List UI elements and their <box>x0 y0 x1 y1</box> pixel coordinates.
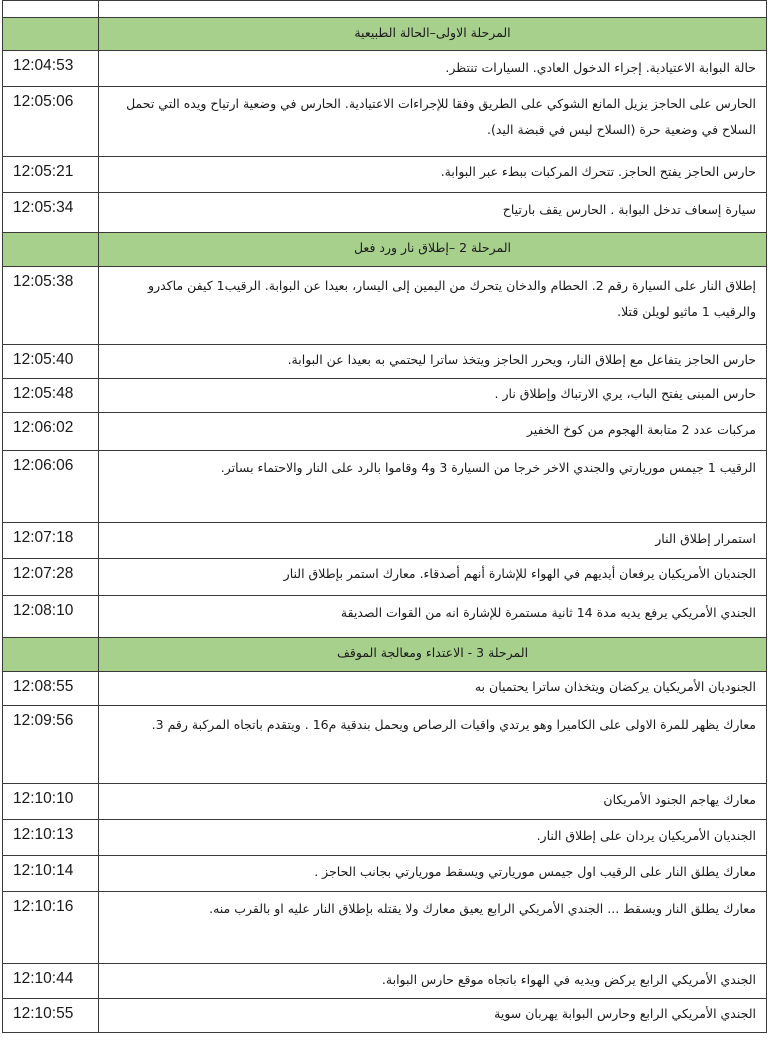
timestamp: 12:10:13 <box>3 820 99 856</box>
timestamp: 12:07:28 <box>3 559 99 596</box>
table-row <box>3 87 767 157</box>
event-description: الجنديان الأمريكيان يرفعان أيديهم في الهواء للإشارة أنهم أصدقاء. معارك استمر بإطلاق النار <box>99 559 767 596</box>
event-description: معارك يطلق النار على الرقيب اول جيمس موريارتي ويسقط موريارتي بجانب الحاجز . <box>99 856 767 892</box>
table-row <box>3 892 767 964</box>
table-row <box>3 51 767 87</box>
event-description: حالة البوابة الاعتيادية. إجراء الدخول العادي. السيارات تنتظر. <box>99 51 767 87</box>
timestamp: 12:05:40 <box>3 345 99 379</box>
timestamp: 12:06:06 <box>3 451 99 523</box>
timestamp: 12:06:02 <box>3 413 99 451</box>
timestamp: 12:05:34 <box>3 193 99 233</box>
timestamp: 12:05:48 <box>3 379 99 413</box>
timestamp: 12:04:53 <box>3 51 99 87</box>
timeline-table <box>2 0 767 1033</box>
event-description: الجنوديان الأمريكيان يركضان ويتخذان ساترا يحتميان به <box>99 672 767 706</box>
table-row <box>3 559 767 596</box>
timestamp: 12:08:55 <box>3 672 99 706</box>
event-description: الجندي الأمريكي الرابع وحارس البوابة يهربان سوية <box>99 999 767 1033</box>
phase-time-cell <box>3 638 99 672</box>
event-description: معارك يظهر للمرة الاولى على الكاميرا وهو يرتدي واقيات الرصاص ويحمل بندقية م16 . ويتقدم باتجاه المركبة رقم 3. <box>99 706 767 784</box>
event-description: الجندي الأمريكي الرابع يركض ويديه في الهواء باتجاه موقع حارس البوابة. <box>99 964 767 999</box>
table-row <box>3 856 767 892</box>
phase-header-row <box>3 233 767 267</box>
timestamp: 12:10:55 <box>3 999 99 1033</box>
table-row <box>3 672 767 706</box>
table-row <box>3 964 767 999</box>
table-row <box>3 706 767 784</box>
timestamp: 12:10:44 <box>3 964 99 999</box>
phase-title: المرحلة 2 –إطلاق نار ورد فعل <box>99 233 767 267</box>
table-row <box>3 267 767 345</box>
table-row <box>3 379 767 413</box>
table-row <box>3 999 767 1033</box>
phase-title: المرحلة الاولى–الحالة الطبيعية <box>99 18 767 51</box>
table-row <box>3 157 767 193</box>
timestamp: 12:10:10 <box>3 784 99 820</box>
timestamp: 12:10:14 <box>3 856 99 892</box>
table-row <box>3 193 767 233</box>
table-row <box>3 413 767 451</box>
timestamp: 12:05:38 <box>3 267 99 345</box>
timestamp: 12:05:21 <box>3 157 99 193</box>
text-cell <box>99 1 767 18</box>
event-description: معارك يطلق النار ويسقط ... الجندي الأمريكي الرابع يعيق معارك ولا يقتله بإطلاق النار عليه او بالقرب منه. <box>99 892 767 964</box>
phase-header-row <box>3 638 767 672</box>
phase-time-cell <box>3 233 99 267</box>
timestamp: 12:08:10 <box>3 596 99 638</box>
event-description: استمرار إطلاق النار <box>99 523 767 559</box>
event-description: معارك يهاجم الجنود الأمريكان <box>99 784 767 820</box>
phase-title: المرحلة 3 - الاعتداء ومعالجة الموقف <box>99 638 767 672</box>
timestamp: 12:10:16 <box>3 892 99 964</box>
phase-time-cell <box>3 18 99 51</box>
event-description: حارس الحاجز يتفاعل مع إطلاق النار، ويحرر الحاجز ويتخذ ساترا ليحتمي به بعيدا عن البوابة. <box>99 345 767 379</box>
event-description: مركبات عدد 2 متابعة الهجوم من كوخ الخفير <box>99 413 767 451</box>
table-row <box>3 596 767 638</box>
timestamp: 12:07:18 <box>3 523 99 559</box>
event-description: الرقيب 1 جيمس موريارتي والجندي الاخر خرجا من السيارة 3 و4 وقاموا بالرد على النار والاحتماء بساتر. <box>99 451 767 523</box>
table-row-top <box>3 1 767 18</box>
table-row <box>3 523 767 559</box>
event-description: إطلاق النار على السيارة رقم 2. الحطام والدخان يتحرك من اليمين إلى اليسار، بعيدا عن البوابة. الرقيب1 كيفن ماكدرو والرقيب 1 ماثيو لويلن قتلا. <box>99 267 767 345</box>
table-row <box>3 784 767 820</box>
table-row <box>3 451 767 523</box>
event-description: سيارة إسعاف تدخل البوابة . الحارس يقف بارتياح <box>99 193 767 233</box>
event-description: الجندي الأمريكي يرفع يديه مدة 14 ثانية مستمرة للإشارة انه من القوات الصديقة <box>99 596 767 638</box>
event-description: حارس الحاجز يفتح الحاجز. تتحرك المركبات ببطء عبر البوابة. <box>99 157 767 193</box>
table-row <box>3 820 767 856</box>
table-row <box>3 345 767 379</box>
event-description: حارس المبنى يفتح الباب، يري الارتباك وإطلاق نار . <box>99 379 767 413</box>
timestamp: 12:09:56 <box>3 706 99 784</box>
timestamp: 12:05:06 <box>3 87 99 157</box>
event-description: الجنديان الأمريكيان يردان على إطلاق النار. <box>99 820 767 856</box>
phase-header-row <box>3 18 767 51</box>
event-description: الحارس على الحاجز يزيل المانع الشوكي على الطريق وفقا للإجراءات الاعتيادية. الحارس في وضعية ارتياح ويده التي تحمل السلاح في وضعية حرة (السلاح ليس في قبضة اليد). <box>99 87 767 157</box>
time-cell <box>3 1 99 18</box>
